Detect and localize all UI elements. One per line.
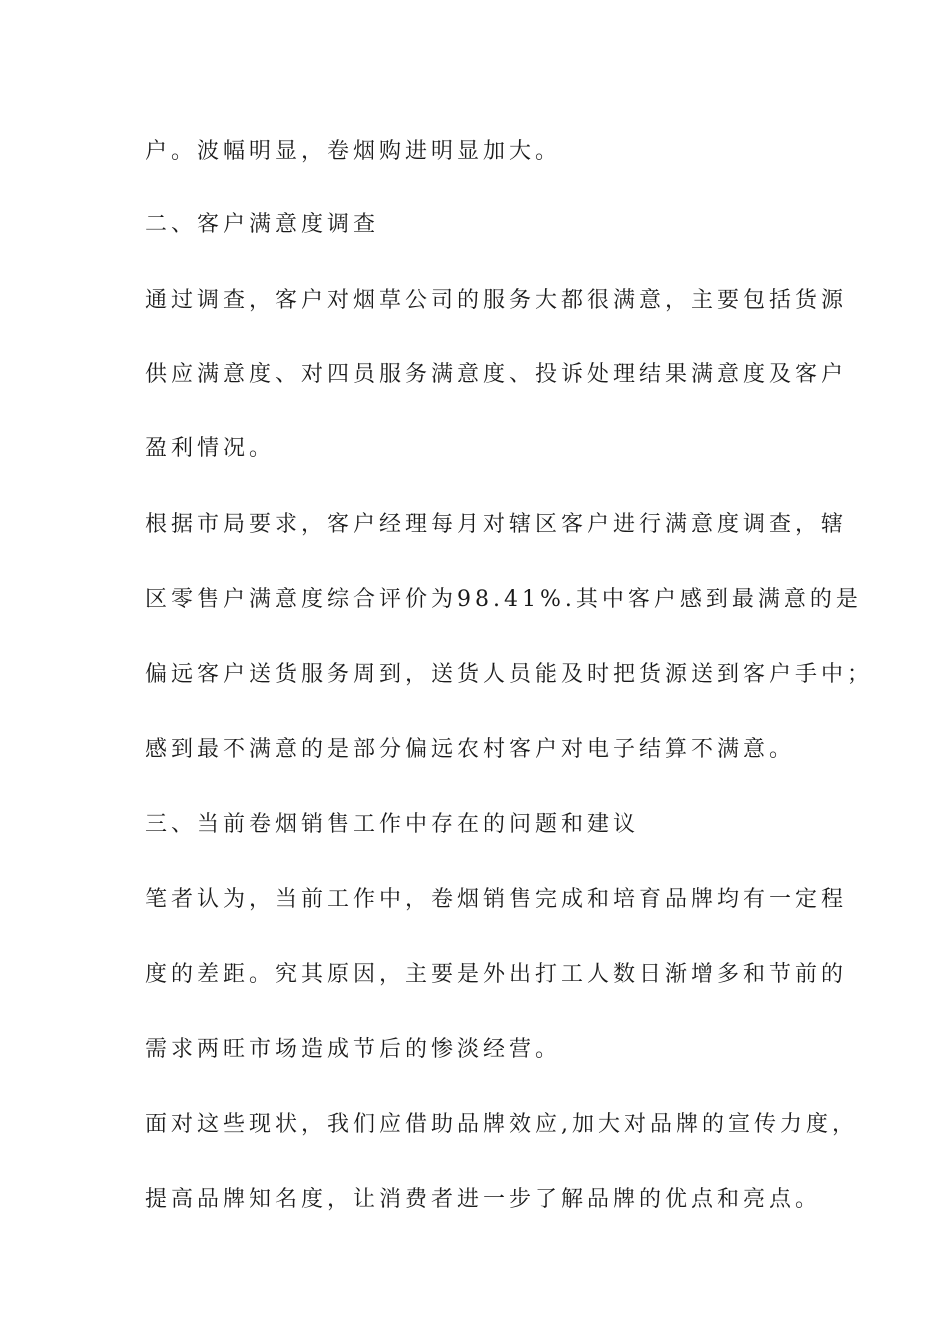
paragraph-line: 区零售户满意度综合评价为98.41%.其中客户感到最满意的是 — [145, 587, 862, 612]
paragraph-line: 户。波幅明显，卷烟购进明显加大。 — [145, 139, 562, 164]
paragraph-line: 度的差距。究其原因，主要是外出打工人数日渐增多和节前的 — [145, 962, 848, 987]
paragraph-line: 需求两旺市场造成节后的惨淡经营。 — [145, 1037, 562, 1062]
section-heading: 三、当前卷烟销售工作中存在的问题和建议 — [145, 812, 640, 837]
paragraph-line: 通过调查，客户对烟草公司的服务大都很满意，主要包括货源 — [145, 288, 848, 313]
paragraph-line: 面对这些现状，我们应借助品牌效应,加大对品牌的宣传力度， — [145, 1112, 858, 1137]
section-heading: 二、客户满意度调查 — [145, 212, 380, 237]
paragraph-line: 偏远客户送货服务周到，送货人员能及时把货源送到客户手中； — [145, 662, 874, 687]
paragraph-line: 感到最不满意的是部分偏远农村客户对电子结算不满意。 — [145, 737, 796, 762]
paragraph-line: 笔者认为，当前工作中，卷烟销售完成和培育品牌均有一定程 — [145, 887, 848, 912]
paragraph-line: 提高品牌知名度，让消费者进一步了解品牌的优点和亮点。 — [145, 1187, 822, 1212]
paragraph-line: 供应满意度、对四员服务满意度、投诉处理结果满意度及客户 — [145, 362, 848, 387]
paragraph-line: 盈利情况。 — [145, 436, 276, 461]
paragraph-line: 根据市局要求，客户经理每月对辖区客户进行满意度调查，辖 — [145, 512, 848, 537]
